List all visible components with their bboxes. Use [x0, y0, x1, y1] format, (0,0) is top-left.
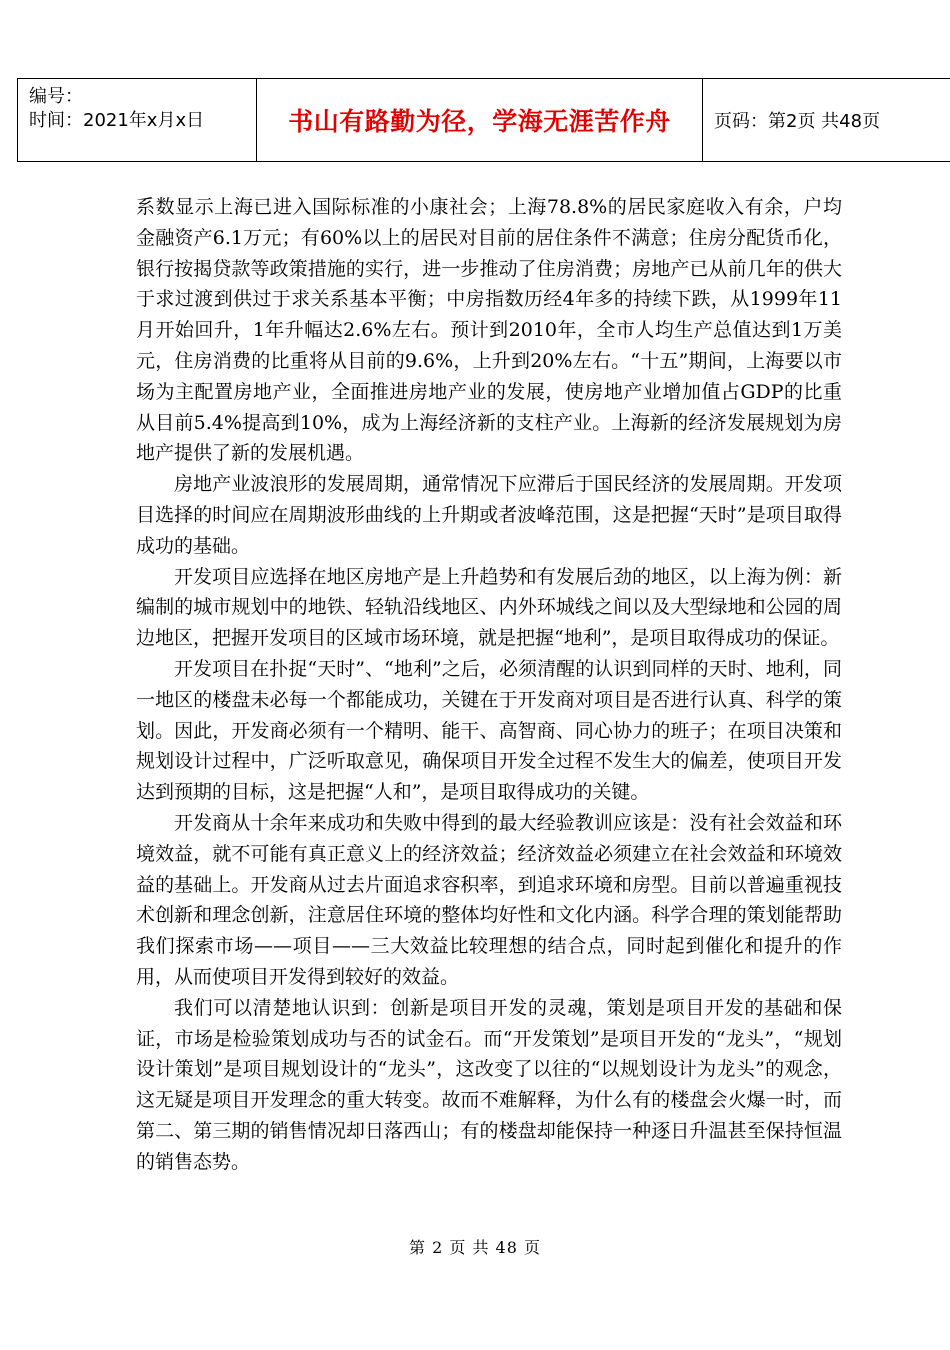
header-motto-cell [257, 79, 703, 161]
page-number-label: 页码：第2页 共48页 [714, 111, 881, 132]
paragraph-continuation: 系数显示上海已进入国际标准的小康社会；上海78.8%的居民家庭收入有余，户均金融资产6.1万元；有60%以上的居民对目前的居住条件不满意；住房分配货币化，银行按揭贷款等政策措施的实行，进一步推动了住房消费；房地产已从前几年的供大于求过渡到供过于求关系基本平衡；中房指数历经4年多的持续下跌，从1999年11月开始回升，1年升幅达2.6%左右。预计到2010年，全市人均生产总值达到1万美元，住房消费的比重将从目前的9.6%，上升到20%左右。“十五”期间，上海要以市场为主配置房地产业，全面推进房地产业的发展，使房地产业增加值占GDP的比重从目前5.4%提高到10%，成为上海经济新的支柱产业。上海新的经济发展规划为房地产提供了新的发展机遇。 [136, 196, 842, 465]
paragraph-location: 开发项目应选择在地区房地产是上升趋势和有发展后劲的地区，以上海为例：新编制的城市规划中的地铁、轻轨沿线地区、内外环城线之间以及大型绿地和公园的周边地区，把握开发项目的区域市场环境，就是把握“地利”，是项目取得成功的保证。 [136, 565, 842, 650]
document-body [136, 192, 842, 1178]
page-footer: 第 2 页 共 48 页 [409, 1238, 541, 1257]
header-meta-cell [17, 79, 257, 161]
motto-text: 书山有路勤为径，学海无涯苦作舟 [288, 107, 671, 136]
paragraph-benefits: 开发商从十余年来成功和失败中得到的最大经验教训应该是：没有社会效益和环境效益，就不可能有真正意义上的经济效益；经济效益必须建立在社会效益和环境效益的基础上。开发商从过去片面追求容积率，到追求环境和房型。目前以普遍重视技术创新和理念创新，注意居住环境的整体均好性和文化内涵。科学合理的策划能帮助我们探索市场——项目——三大效益比较理想的结合点，同时起到催化和提升的作用，从而使项目开发得到较好的效益。 [136, 811, 842, 988]
paragraph-innovation: 我们可以清楚地认识到：创新是项目开发的灵魂，策划是项目开发的基础和保证，市场是检验策划成功与否的试金石。而“开发策划”是项目开发的“龙头”，“规划设计策划”是项目规划设计的“龙头”，这改变了以往的“以规划设计为龙头”的观念，这无疑是项目开发理念的重大转变。故而不难解释，为什么有的楼盘会火爆一时，而第二、第三期的销售情况却日落西山；有的楼盘却能保持一种逐日升温甚至保持恒温的销售态势。 [136, 996, 842, 1173]
document-header [17, 78, 950, 162]
header-page-cell [703, 79, 950, 161]
paragraph-timing: 房地产业波浪形的发展周期，通常情况下应滞后于国民经济的发展周期。开发项目选择的时间应在周期波形曲线的上升期或者波峰范围，这是把握“天时”是项目取得成功的基础。 [136, 473, 842, 557]
serial-number-label: 编号： [29, 86, 83, 107]
paragraph-planning: 开发项目在扑捉“天时”、“地利”之后，必须清醒的认识到同样的天时、地利，同一地区的楼盘未必每一个都能成功，关键在于开发商对项目是否进行认真、科学的策划。因此，开发商必须有一个精明、能干、高智商、同心协力的班子；在项目决策和规划设计过程中，广泛听取意见，确保项目开发全过程不发生大的偏差，使项目开发达到预期的目标，这是把握“人和”，是项目取得成功的关键。 [136, 657, 842, 804]
date-label: 时间：2021年x月x日 [29, 110, 205, 131]
